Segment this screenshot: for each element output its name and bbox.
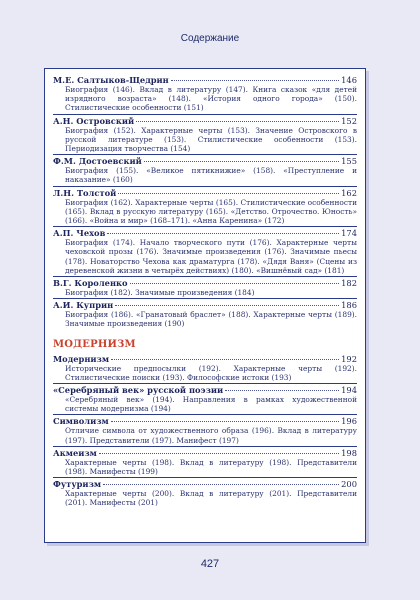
entry-divider (53, 446, 357, 447)
page-header-title: Содержание (180, 33, 240, 44)
toc-entry-subtopics: Биография (152). Характерные черты (153). Значение Островского в русской литературе (153). Стилистические особенности (153). Периодизация творчества (154) (65, 125, 357, 154)
toc-entry (53, 479, 357, 507)
entries-list-b (53, 354, 357, 508)
toc-entry-subtopics: Характерные черты (198). Вклад в литературу (198). Представители (198). Манифесты (199) (65, 457, 357, 477)
dot-leader (130, 283, 340, 284)
page-number: 427 (200, 558, 220, 570)
toc-entry-subtopics: Характерные черты (200). Вклад в литературу (201). Представители (201). Манифесты (201) (65, 489, 357, 508)
dot-leader (99, 453, 339, 454)
toc-entry-heading[interactable] (53, 188, 357, 198)
toc-entry (53, 300, 357, 328)
toc-entry-heading[interactable] (53, 385, 357, 395)
toc-entry-heading[interactable] (53, 278, 357, 288)
toc-entry-heading[interactable] (53, 448, 357, 458)
toc-entry-heading[interactable] (53, 479, 357, 489)
toc-entry-subtopics: Биография (155). «Великое пятикнижие» (158). «Преступление и наказание» (160) (65, 166, 357, 185)
toc-entry (53, 354, 357, 382)
toc-entry-heading[interactable] (53, 116, 357, 126)
toc-entry-title: Ф.М. Достоевский (53, 156, 142, 167)
toc-entry-heading[interactable] (53, 416, 357, 426)
contents-frame (44, 68, 366, 543)
toc-entry-title: Футуризм (53, 479, 102, 490)
toc-entry-subtopics: Исторические предпосылки (192). Характерные черты (192). Стилистические поиски (193). Философские истоки (193) (65, 363, 357, 382)
dot-leader (225, 390, 339, 391)
toc-entry-page: 196 (341, 416, 357, 427)
entry-divider (53, 276, 357, 277)
toc-entry-subtopics: Отличие символа от художественного образа (196). Вклад в литературу (197). Представители (197). Манифест (197) (65, 426, 357, 445)
toc-entry-page: 194 (341, 385, 357, 396)
toc-entry (53, 75, 357, 113)
toc-entry-subtopics: Биография (174). Начало творческого пути (176). Характерные черты чеховской прозы (176). Значимые произведения (176). Значимые пьесы (178). Новаторство Чехова как драматурга (178). «Дядя Ваня» (Сцены из деревенской жизни в четырёх действиях) (180). «Вишнёвый сад» (181) (65, 238, 357, 275)
toc-entry (53, 116, 357, 154)
toc-entry-page: 186 (341, 300, 357, 311)
dot-leader (103, 484, 339, 485)
dot-leader (136, 121, 339, 122)
entry-divider (53, 186, 357, 187)
toc-entry-subtopics: Биография (162). Характерные черты (165). Стилистические особенности (165). Вклад в русскую литературу (165). «Детство. Отрочество. Юность» (166). «Война и мир» (168–171). «Анна Каренина» (172) (65, 197, 357, 226)
toc-entry-page: 155 (341, 156, 357, 167)
toc-entry-page: 152 (341, 115, 357, 126)
toc-entry-heading[interactable] (53, 228, 357, 238)
dot-leader (171, 80, 339, 81)
toc-entry-page: 182 (341, 278, 357, 289)
toc-entry (53, 416, 357, 444)
toc-entry-page: 162 (341, 187, 357, 198)
toc-entry (53, 385, 357, 413)
toc-entry (53, 188, 357, 226)
section-heading: МОДЕРНИЗМ (53, 338, 136, 350)
entry-divider (53, 414, 357, 415)
entry-divider (53, 383, 357, 384)
dot-leader (107, 233, 339, 234)
entry-divider (53, 114, 357, 115)
toc-entry-heading[interactable] (53, 354, 357, 364)
toc-entry-title: Модернизм (53, 353, 110, 364)
entry-divider (53, 298, 357, 299)
toc-entry-page: 174 (341, 228, 357, 239)
entry-divider (53, 226, 357, 227)
toc-entry-title: А.П. Чехов (53, 228, 106, 239)
toc-entry-title: «Серебряный век» русской поэзии (53, 385, 224, 396)
dot-leader (118, 193, 339, 194)
toc-entry-title: Л.Н. Толстой (53, 187, 117, 198)
dot-leader (144, 161, 339, 162)
dot-leader (111, 359, 339, 360)
toc-entry-subtopics: Биография (186). «Гранатовый браслет» (188). Характерные черты (189). Значимые произведения (190) (65, 310, 357, 329)
toc-entry-heading[interactable] (53, 75, 357, 85)
toc-entry-page: 146 (341, 75, 357, 85)
entry-divider (53, 477, 357, 478)
toc-entry-title: М.Е. Салтыков-Щедрин (53, 75, 169, 85)
dot-leader (111, 421, 339, 422)
toc-entry-subtopics: Биография (146). Вклад в литературу (147). Книга сказок «для детей изрядного возраста» (148). «История одного города» (150). Стилистические особенности (151) (65, 85, 357, 113)
entries-list-a (53, 75, 357, 329)
toc-entry-title: Символизм (53, 416, 109, 427)
toc-entry-page: 200 (341, 479, 357, 490)
toc-entry-subtopics: Биография (182). Значимые произведения (184) (65, 288, 255, 298)
toc-entry-page: 192 (341, 353, 357, 364)
toc-entry-title: Акмеизм (53, 447, 97, 458)
toc-entry (53, 228, 357, 275)
toc-entry-title: В.Г. Короленко (53, 278, 128, 289)
toc-entry-page: 198 (341, 447, 357, 458)
toc-entry-subtopics: «Серебряный век» (194). Направления в рамках художественной системы модернизма (194) (65, 395, 357, 414)
toc-entry-heading[interactable] (53, 300, 357, 310)
toc-entry-title: А.Н. Островский (53, 115, 135, 126)
toc-entry (53, 278, 357, 297)
toc-entry-heading[interactable] (53, 156, 357, 166)
dot-leader (115, 305, 339, 306)
toc-entry (53, 448, 357, 476)
entry-divider (53, 154, 357, 155)
toc-entry-title: А.И. Куприн (53, 300, 114, 311)
toc-entry (53, 156, 357, 184)
